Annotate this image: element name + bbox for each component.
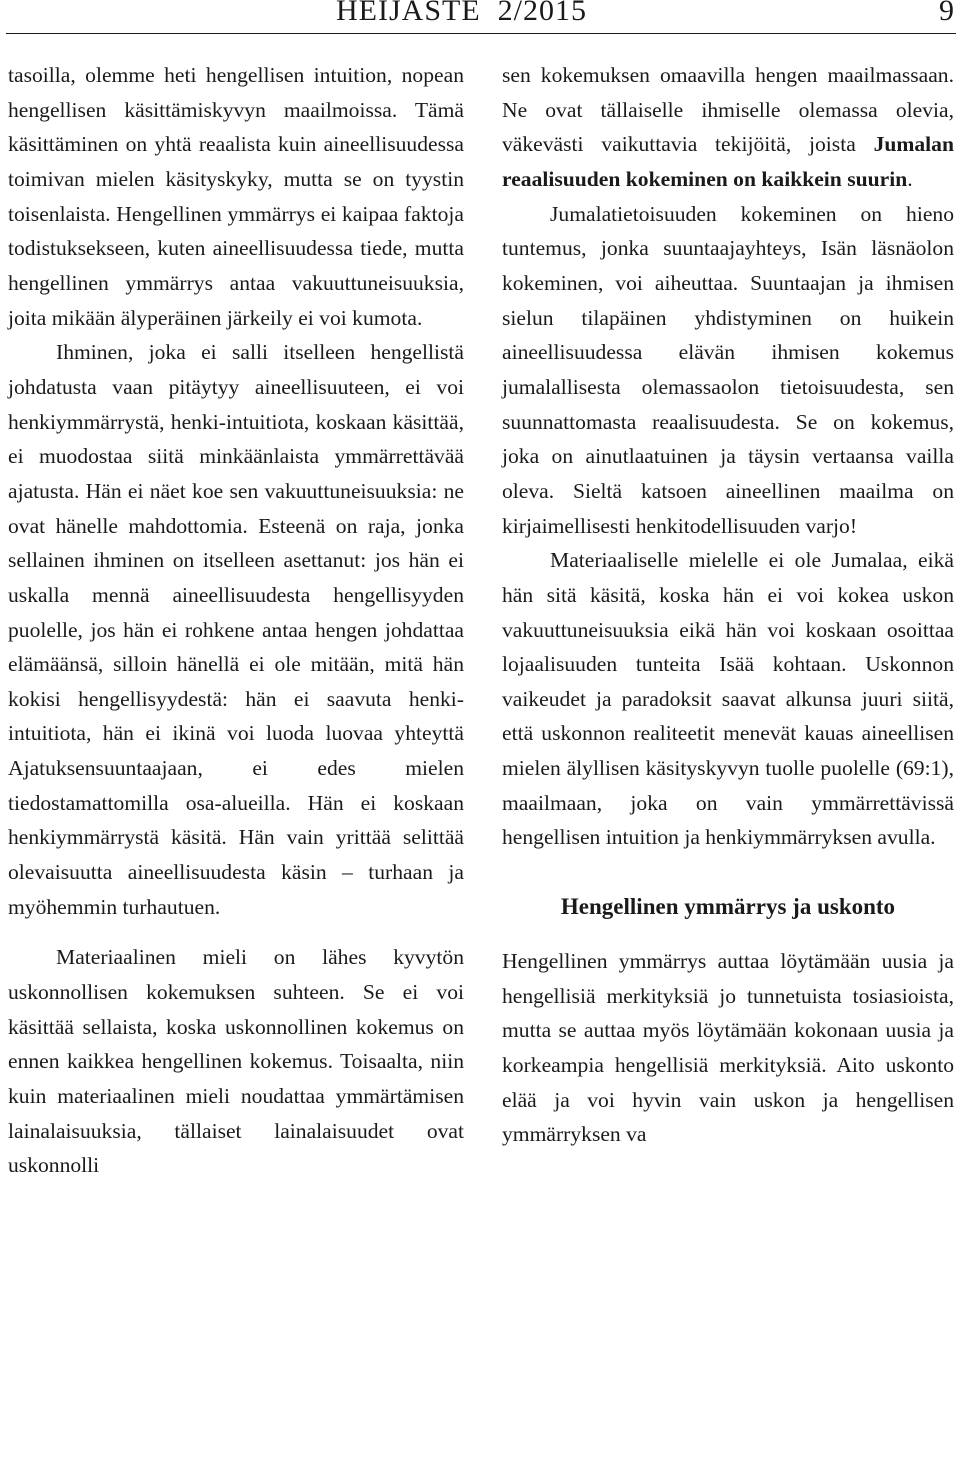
left-paragraph-2-text: Ihminen, joka ei salli itselleen hengellistä johdatusta vaan pitäytyy aineellisuuteen, ei voi henkiymmärrystä, henki-intuitiota, koskaan käsittää, ei muodostaa siitä minkäänlaista ymmärrettävää ajatusta. Hän ei näet koe sen vakuuttuneisuuksia: ne ovat hänelle mahdottomia. Esteenä on raja, jonka sellainen ihminen on itselleen asettanut: jos hän ei uskalla mennä aineellisuudesta hengellisyyden puolelle, jos hän ei rohkene antaa hengen johdattaa elämäänsä, silloin hänellä ei ole mitään, mitä hän kokisi hengellisyydestä: hän ei saavuta henki-intuitiota, hän ei ikinä voi luoda luovaa yhteyttä Ajatuksensuuntaajaan, ei edes mielen tiedostamattomilla osa-alueilla. Hän ei koskaan henkiymmärrystä käsitä. Hän vain yrittää selittää olevaisuutta aineellisuudesta käsin – turhaan ja myöhemmin turhautuen. — [8, 340, 470, 919]
page-number — [939, 0, 954, 28]
left-paragraph-1 — [8, 58, 470, 335]
left-paragraph-1-text: tasoilla, olemme heti hengellisen intuition, nopean hengellisen käsittämiskyvyn maailmoissa. Tämä käsittäminen on yhtä reaalista kuin aineellisuudessa toimivan mielen käsityskyky, mutta se on tyystin toisenlaista. Hengellinen ymmärrys ei kaipaa faktoja todistuksekseen, kuten aineellisuudessa tiede, mutta hengellinen ymmärrys antaa vakuuttuneisuuksia, joita mikään älyperäinen järkeily ei voi kumota. — [8, 63, 470, 330]
left-text-column — [8, 58, 470, 1183]
right-paragraph-1-emphasis: Jumalan reaalisuuden kokeminen on kaikkein suurin — [502, 132, 960, 191]
right-paragraph-1-end: . — [907, 166, 913, 191]
left-paragraph-3-text: Materiaalinen mieli on lähes kyvytön uskonnollisen kokemuksen suhteen. Se ei voi käsittää sellaista, koska uskonnollinen kokemus on ennen kaikkea hengellinen kokemus. Toisaalta, niin kuin materiaalinen mieli noudattaa ymmärtämisen lainalaisuuksia, tällaiset lainalaisuudet ovat uskonnolli — [8, 945, 470, 1178]
right-paragraph-2-text: Jumalatietoisuuden kokeminen on hieno tuntemus, jonka suuntaajayhteys, Isän läsnäolon kokeminen, voi aiheuttaa. Suuntaajan ja ihmisen sielun tilapäinen yhdistyminen on huikein aineellisuudessa elävän ihmisen kokemus jumalallisesta olemassaolon tietoisuudesta, sen suunnattomasta reaalisuudesta. Se on kokemus, joka on ainutlaatuinen ja täysin vertaansa vailla oleva. Sieltä katsoen aineellinen maailma on kirjaimellisesti henkitodellisuuden varjo! — [502, 201, 960, 538]
magazine-title — [336, 0, 587, 28]
section-heading — [502, 887, 954, 927]
right-paragraph-4-text: Hengellinen ymmärrys auttaa löytämään uusia ja hengellisiä merkityksiä jo tunnetuista tosiasioista, mutta se auttaa myös löytämään kokonaan uusia ja korkeampia hengellisiä merkityksiä. Aito uskonto elää ja voi hyvin vain uskon ja hengellisen ymmärryksen va — [502, 949, 960, 1147]
right-paragraph-3-text: Materiaaliselle mielelle ei ole Jumalaa, eikä hän sitä käsitä, koska hän ei voi kokea uskon vakuuttuneisuuksia eikä hän voi koskaan osoittaa lojaalisuuden tunteita Isää kohtaan. Uskonnon vaikeudet ja paradoksit saavat alkunsa juuri siitä, että uskonnon realiteetit menevät kauas aineellisen mielen älyllisen käsityskyvyn tuolle puolelle (69:1), maailmaan, joka on vain ymmärrettävissä hengellisen intuition ja henkiymmärryksen avulla. — [502, 548, 960, 850]
right-text-column — [502, 58, 960, 1152]
header-divider — [6, 33, 956, 34]
right-paragraph-1-text: sen kokemuksen omaavilla hengen maailmassaan. Ne ovat tällaiselle ihmiselle olemassa olevia, väkevästi vaikuttavia tekijöitä, joista — [502, 63, 960, 157]
page-header — [0, 0, 960, 34]
left-paragraph-3 — [8, 940, 470, 1183]
left-paragraph-2 — [8, 335, 470, 924]
right-paragraph-3 — [502, 543, 960, 855]
magazine-title-text: HEIJASTE 2/2015 — [336, 0, 587, 27]
right-paragraph-4 — [502, 944, 960, 1152]
page-number-text: 9 — [939, 0, 954, 27]
right-paragraph-1 — [502, 58, 960, 197]
section-heading-text: Hengellinen ymmärrys ja uskonto — [560, 894, 896, 920]
right-paragraph-2 — [502, 197, 960, 544]
